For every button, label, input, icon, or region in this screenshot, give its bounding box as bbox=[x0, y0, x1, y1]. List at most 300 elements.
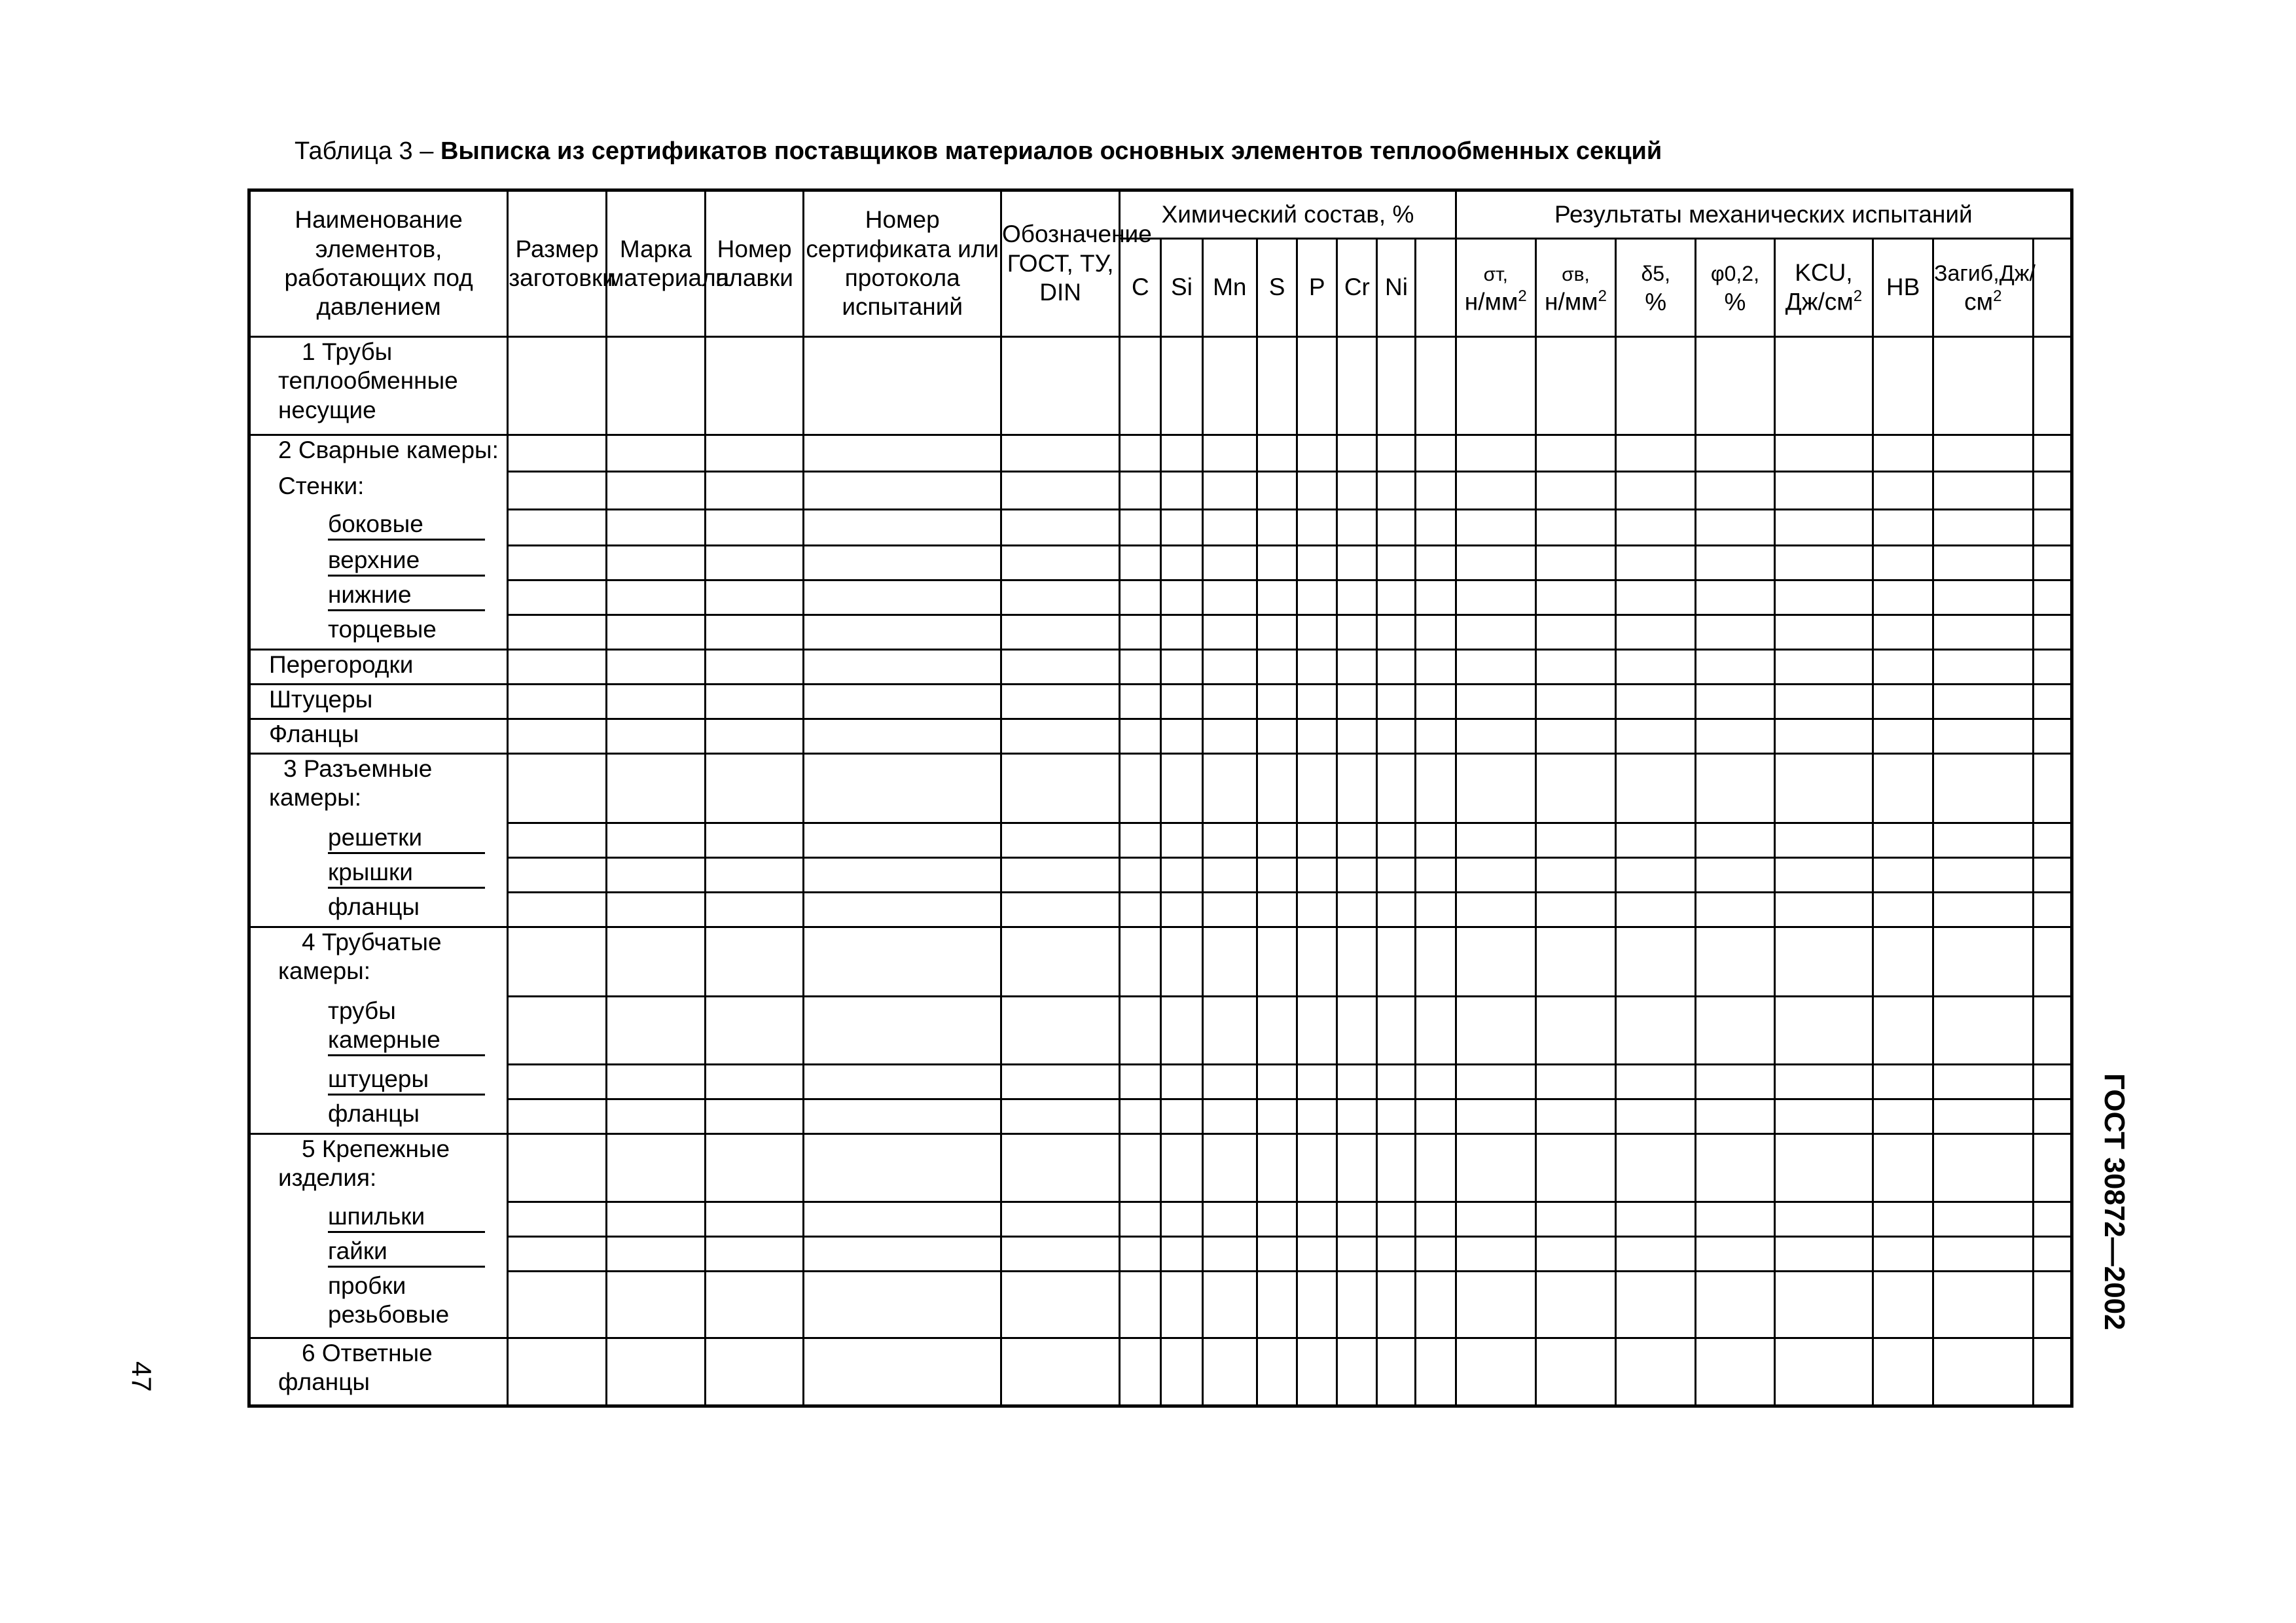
table-cell[interactable] bbox=[1696, 685, 1774, 719]
table-cell[interactable] bbox=[1696, 893, 1774, 927]
table-cell[interactable] bbox=[1696, 1134, 1774, 1202]
table-cell[interactable] bbox=[1297, 1272, 1337, 1338]
table-cell[interactable] bbox=[1161, 893, 1202, 927]
table-cell[interactable] bbox=[1696, 337, 1774, 435]
table-cell[interactable] bbox=[705, 893, 804, 927]
table-cell[interactable] bbox=[508, 823, 607, 858]
table-cell[interactable] bbox=[508, 1099, 607, 1134]
table-cell[interactable] bbox=[1535, 1202, 1615, 1237]
table-cell[interactable] bbox=[1535, 337, 1615, 435]
table-cell[interactable] bbox=[606, 1134, 705, 1202]
table-cell[interactable] bbox=[1337, 1272, 1377, 1338]
table-cell[interactable] bbox=[1774, 1134, 1873, 1202]
table-cell[interactable] bbox=[1696, 580, 1774, 615]
table-cell[interactable] bbox=[1297, 1134, 1337, 1202]
table-cell[interactable] bbox=[1696, 754, 1774, 823]
table-cell[interactable] bbox=[1535, 1065, 1615, 1099]
table-cell[interactable] bbox=[1001, 893, 1119, 927]
table-cell[interactable] bbox=[1377, 580, 1416, 615]
table-cell[interactable] bbox=[1873, 1065, 1933, 1099]
table-cell[interactable] bbox=[1120, 1202, 1161, 1237]
table-cell[interactable] bbox=[1416, 1065, 1456, 1099]
table-cell[interactable] bbox=[1535, 435, 1615, 472]
table-cell[interactable] bbox=[2033, 997, 2072, 1065]
table-cell[interactable] bbox=[1120, 435, 1161, 472]
table-cell[interactable] bbox=[1616, 1065, 1696, 1099]
table-cell[interactable] bbox=[1202, 1134, 1257, 1202]
table-cell[interactable] bbox=[1416, 1237, 1456, 1272]
table-cell[interactable] bbox=[1873, 650, 1933, 685]
table-cell[interactable] bbox=[1337, 893, 1377, 927]
table-cell[interactable] bbox=[1616, 823, 1696, 858]
table-cell[interactable] bbox=[1377, 754, 1416, 823]
table-cell[interactable] bbox=[1377, 1134, 1416, 1202]
table-cell[interactable] bbox=[2033, 1065, 2072, 1099]
table-cell[interactable] bbox=[1001, 1272, 1119, 1338]
table-cell[interactable] bbox=[705, 580, 804, 615]
table-cell[interactable] bbox=[1161, 997, 1202, 1065]
table-cell[interactable] bbox=[508, 510, 607, 546]
table-cell[interactable] bbox=[1297, 510, 1337, 546]
table-cell[interactable] bbox=[1337, 472, 1377, 510]
table-cell[interactable] bbox=[1001, 546, 1119, 580]
table-cell[interactable] bbox=[1120, 1134, 1161, 1202]
table-cell[interactable] bbox=[705, 1099, 804, 1134]
table-cell[interactable] bbox=[508, 435, 607, 472]
table-cell[interactable] bbox=[1416, 472, 1456, 510]
table-cell[interactable] bbox=[1257, 719, 1297, 754]
table-cell[interactable] bbox=[1202, 546, 1257, 580]
table-cell[interactable] bbox=[1297, 719, 1337, 754]
table-cell[interactable] bbox=[1120, 1099, 1161, 1134]
table-cell[interactable] bbox=[1774, 719, 1873, 754]
table-cell[interactable] bbox=[804, 893, 1001, 927]
table-cell[interactable] bbox=[1696, 858, 1774, 893]
table-cell[interactable] bbox=[1616, 580, 1696, 615]
table-cell[interactable] bbox=[804, 719, 1001, 754]
table-cell[interactable] bbox=[1456, 1338, 1535, 1406]
table-cell[interactable] bbox=[1416, 1134, 1456, 1202]
table-cell[interactable] bbox=[1161, 1338, 1202, 1406]
table-cell[interactable] bbox=[1297, 927, 1337, 997]
table-cell[interactable] bbox=[1337, 719, 1377, 754]
table-cell[interactable] bbox=[1416, 685, 1456, 719]
table-cell[interactable] bbox=[1202, 685, 1257, 719]
table-cell[interactable] bbox=[1161, 615, 1202, 650]
table-cell[interactable] bbox=[1696, 1272, 1774, 1338]
table-cell[interactable] bbox=[1001, 1338, 1119, 1406]
table-cell[interactable] bbox=[1377, 893, 1416, 927]
table-cell[interactable] bbox=[705, 1272, 804, 1338]
table-cell[interactable] bbox=[1696, 1202, 1774, 1237]
table-cell[interactable] bbox=[1161, 546, 1202, 580]
table-cell[interactable] bbox=[1377, 435, 1416, 472]
table-cell[interactable] bbox=[1696, 1237, 1774, 1272]
table-cell[interactable] bbox=[1337, 1134, 1377, 1202]
table-cell[interactable] bbox=[1535, 685, 1615, 719]
table-cell[interactable] bbox=[1001, 997, 1119, 1065]
table-cell[interactable] bbox=[1535, 650, 1615, 685]
table-cell[interactable] bbox=[1416, 1202, 1456, 1237]
table-cell[interactable] bbox=[2033, 858, 2072, 893]
table-cell[interactable] bbox=[1933, 1202, 2033, 1237]
table-cell[interactable] bbox=[1873, 893, 1933, 927]
table-cell[interactable] bbox=[1933, 435, 2033, 472]
table-cell[interactable] bbox=[1202, 435, 1257, 472]
table-cell[interactable] bbox=[1456, 858, 1535, 893]
table-cell[interactable] bbox=[1202, 893, 1257, 927]
table-cell[interactable] bbox=[1257, 997, 1297, 1065]
table-cell[interactable] bbox=[1933, 997, 2033, 1065]
table-cell[interactable] bbox=[1933, 927, 2033, 997]
table-cell[interactable] bbox=[508, 580, 607, 615]
table-cell[interactable] bbox=[1616, 997, 1696, 1065]
table-cell[interactable] bbox=[1774, 472, 1873, 510]
table-cell[interactable] bbox=[804, 1065, 1001, 1099]
table-cell[interactable] bbox=[606, 510, 705, 546]
table-cell[interactable] bbox=[1001, 1065, 1119, 1099]
table-cell[interactable] bbox=[2033, 927, 2072, 997]
table-cell[interactable] bbox=[1456, 337, 1535, 435]
table-cell[interactable] bbox=[1933, 719, 2033, 754]
table-cell[interactable] bbox=[1933, 1065, 2033, 1099]
table-cell[interactable] bbox=[1933, 893, 2033, 927]
table-cell[interactable] bbox=[1120, 858, 1161, 893]
table-cell[interactable] bbox=[1456, 823, 1535, 858]
table-cell[interactable] bbox=[1535, 927, 1615, 997]
table-cell[interactable] bbox=[1774, 893, 1873, 927]
table-cell[interactable] bbox=[1337, 615, 1377, 650]
table-cell[interactable] bbox=[1933, 580, 2033, 615]
table-cell[interactable] bbox=[1535, 546, 1615, 580]
table-cell[interactable] bbox=[606, 1272, 705, 1338]
table-cell[interactable] bbox=[1873, 546, 1933, 580]
table-cell[interactable] bbox=[1202, 719, 1257, 754]
table-cell[interactable] bbox=[1297, 754, 1337, 823]
table-cell[interactable] bbox=[1535, 858, 1615, 893]
table-cell[interactable] bbox=[1120, 719, 1161, 754]
table-cell[interactable] bbox=[1337, 685, 1377, 719]
table-cell[interactable] bbox=[1456, 997, 1535, 1065]
table-cell[interactable] bbox=[1377, 719, 1416, 754]
table-cell[interactable] bbox=[705, 685, 804, 719]
table-cell[interactable] bbox=[1416, 1338, 1456, 1406]
table-cell[interactable] bbox=[1774, 754, 1873, 823]
table-cell[interactable] bbox=[1933, 337, 2033, 435]
table-cell[interactable] bbox=[1696, 650, 1774, 685]
table-cell[interactable] bbox=[1257, 510, 1297, 546]
table-cell[interactable] bbox=[1257, 893, 1297, 927]
table-cell[interactable] bbox=[606, 1099, 705, 1134]
table-cell[interactable] bbox=[804, 997, 1001, 1065]
table-cell[interactable] bbox=[1297, 435, 1337, 472]
table-cell[interactable] bbox=[1161, 435, 1202, 472]
table-cell[interactable] bbox=[804, 1134, 1001, 1202]
table-cell[interactable] bbox=[804, 1272, 1001, 1338]
table-cell[interactable] bbox=[1257, 1065, 1297, 1099]
table-cell[interactable] bbox=[1202, 1202, 1257, 1237]
table-cell[interactable] bbox=[1616, 1338, 1696, 1406]
table-cell[interactable] bbox=[1616, 927, 1696, 997]
table-cell[interactable] bbox=[606, 858, 705, 893]
table-cell[interactable] bbox=[1933, 650, 2033, 685]
table-cell[interactable] bbox=[1696, 615, 1774, 650]
table-cell[interactable] bbox=[1873, 435, 1933, 472]
table-cell[interactable] bbox=[1377, 685, 1416, 719]
table-cell[interactable] bbox=[1873, 927, 1933, 997]
table-cell[interactable] bbox=[1297, 1099, 1337, 1134]
table-cell[interactable] bbox=[1202, 1237, 1257, 1272]
table-cell[interactable] bbox=[1161, 685, 1202, 719]
table-cell[interactable] bbox=[1001, 1099, 1119, 1134]
table-cell[interactable] bbox=[606, 1065, 705, 1099]
table-cell[interactable] bbox=[1257, 1272, 1297, 1338]
table-cell[interactable] bbox=[1774, 1099, 1873, 1134]
table-cell[interactable] bbox=[1933, 546, 2033, 580]
table-cell[interactable] bbox=[1257, 546, 1297, 580]
table-cell[interactable] bbox=[1161, 580, 1202, 615]
table-cell[interactable] bbox=[1161, 719, 1202, 754]
table-cell[interactable] bbox=[1377, 927, 1416, 997]
table-cell[interactable] bbox=[1202, 997, 1257, 1065]
table-cell[interactable] bbox=[705, 823, 804, 858]
table-cell[interactable] bbox=[804, 1202, 1001, 1237]
table-cell[interactable] bbox=[1535, 580, 1615, 615]
table-cell[interactable] bbox=[1416, 615, 1456, 650]
table-cell[interactable] bbox=[705, 650, 804, 685]
table-cell[interactable] bbox=[1161, 754, 1202, 823]
table-cell[interactable] bbox=[1001, 754, 1119, 823]
table-cell[interactable] bbox=[1257, 435, 1297, 472]
table-cell[interactable] bbox=[1873, 337, 1933, 435]
table-cell[interactable] bbox=[1001, 1134, 1119, 1202]
table-cell[interactable] bbox=[1001, 1237, 1119, 1272]
table-cell[interactable] bbox=[804, 823, 1001, 858]
table-cell[interactable] bbox=[804, 754, 1001, 823]
table-cell[interactable] bbox=[1696, 510, 1774, 546]
table-cell[interactable] bbox=[1120, 580, 1161, 615]
table-cell[interactable] bbox=[705, 472, 804, 510]
table-cell[interactable] bbox=[1001, 472, 1119, 510]
table-cell[interactable] bbox=[1535, 1134, 1615, 1202]
table-cell[interactable] bbox=[1873, 685, 1933, 719]
table-cell[interactable] bbox=[1696, 1065, 1774, 1099]
table-cell[interactable] bbox=[1616, 754, 1696, 823]
table-cell[interactable] bbox=[1257, 685, 1297, 719]
table-cell[interactable] bbox=[1873, 1134, 1933, 1202]
table-cell[interactable] bbox=[1202, 337, 1257, 435]
table-cell[interactable] bbox=[1337, 435, 1377, 472]
table-cell[interactable] bbox=[1377, 1099, 1416, 1134]
table-cell[interactable] bbox=[1337, 754, 1377, 823]
table-cell[interactable] bbox=[1297, 1202, 1337, 1237]
table-cell[interactable] bbox=[1161, 1272, 1202, 1338]
table-cell[interactable] bbox=[1257, 1202, 1297, 1237]
table-cell[interactable] bbox=[1337, 510, 1377, 546]
table-cell[interactable] bbox=[1616, 650, 1696, 685]
table-cell[interactable] bbox=[508, 546, 607, 580]
table-cell[interactable] bbox=[1297, 685, 1337, 719]
table-cell[interactable] bbox=[1616, 719, 1696, 754]
table-cell[interactable] bbox=[1001, 650, 1119, 685]
table-cell[interactable] bbox=[705, 1202, 804, 1237]
table-cell[interactable] bbox=[1120, 1338, 1161, 1406]
table-cell[interactable] bbox=[606, 1338, 705, 1406]
table-cell[interactable] bbox=[1120, 893, 1161, 927]
table-cell[interactable] bbox=[606, 927, 705, 997]
table-cell[interactable] bbox=[1456, 435, 1535, 472]
table-cell[interactable] bbox=[606, 1237, 705, 1272]
table-cell[interactable] bbox=[1257, 927, 1297, 997]
table-cell[interactable] bbox=[1873, 858, 1933, 893]
table-cell[interactable] bbox=[1161, 510, 1202, 546]
table-cell[interactable] bbox=[1257, 858, 1297, 893]
table-cell[interactable] bbox=[1377, 1272, 1416, 1338]
table-cell[interactable] bbox=[1696, 997, 1774, 1065]
table-cell[interactable] bbox=[606, 893, 705, 927]
table-cell[interactable] bbox=[606, 823, 705, 858]
table-cell[interactable] bbox=[1456, 1202, 1535, 1237]
table-cell[interactable] bbox=[1202, 650, 1257, 685]
table-cell[interactable] bbox=[1377, 650, 1416, 685]
table-cell[interactable] bbox=[1416, 997, 1456, 1065]
table-cell[interactable] bbox=[1933, 823, 2033, 858]
table-cell[interactable] bbox=[804, 858, 1001, 893]
table-cell[interactable] bbox=[705, 754, 804, 823]
table-cell[interactable] bbox=[1297, 997, 1337, 1065]
table-cell[interactable] bbox=[2033, 1272, 2072, 1338]
table-cell[interactable] bbox=[1377, 615, 1416, 650]
table-cell[interactable] bbox=[1456, 927, 1535, 997]
table-cell[interactable] bbox=[1873, 997, 1933, 1065]
table-cell[interactable] bbox=[1933, 1272, 2033, 1338]
table-cell[interactable] bbox=[1616, 615, 1696, 650]
table-cell[interactable] bbox=[1616, 1237, 1696, 1272]
table-cell[interactable] bbox=[508, 997, 607, 1065]
table-cell[interactable] bbox=[1001, 510, 1119, 546]
table-cell[interactable] bbox=[1456, 546, 1535, 580]
table-cell[interactable] bbox=[1416, 580, 1456, 615]
table-cell[interactable] bbox=[1337, 927, 1377, 997]
table-cell[interactable] bbox=[1161, 1099, 1202, 1134]
table-cell[interactable] bbox=[1377, 337, 1416, 435]
table-cell[interactable] bbox=[1297, 823, 1337, 858]
table-cell[interactable] bbox=[1120, 615, 1161, 650]
table-cell[interactable] bbox=[1616, 685, 1696, 719]
table-cell[interactable] bbox=[1416, 546, 1456, 580]
table-cell[interactable] bbox=[606, 685, 705, 719]
table-cell[interactable] bbox=[2033, 1134, 2072, 1202]
table-cell[interactable] bbox=[508, 858, 607, 893]
table-cell[interactable] bbox=[1297, 650, 1337, 685]
table-cell[interactable] bbox=[1377, 823, 1416, 858]
table-cell[interactable] bbox=[1377, 1202, 1416, 1237]
table-cell[interactable] bbox=[1535, 1338, 1615, 1406]
table-cell[interactable] bbox=[1161, 823, 1202, 858]
table-cell[interactable] bbox=[1456, 1065, 1535, 1099]
table-cell[interactable] bbox=[606, 337, 705, 435]
table-cell[interactable] bbox=[1873, 754, 1933, 823]
table-cell[interactable] bbox=[1535, 754, 1615, 823]
table-cell[interactable] bbox=[2033, 435, 2072, 472]
table-cell[interactable] bbox=[508, 615, 607, 650]
table-cell[interactable] bbox=[1456, 719, 1535, 754]
table-cell[interactable] bbox=[705, 997, 804, 1065]
table-cell[interactable] bbox=[1873, 615, 1933, 650]
table-cell[interactable] bbox=[705, 927, 804, 997]
table-cell[interactable] bbox=[1337, 1099, 1377, 1134]
table-cell[interactable] bbox=[1696, 435, 1774, 472]
table-cell[interactable] bbox=[1120, 927, 1161, 997]
table-cell[interactable] bbox=[1456, 1272, 1535, 1338]
table-cell[interactable] bbox=[804, 685, 1001, 719]
table-cell[interactable] bbox=[606, 754, 705, 823]
table-cell[interactable] bbox=[1774, 650, 1873, 685]
table-cell[interactable] bbox=[2033, 615, 2072, 650]
table-cell[interactable] bbox=[1001, 435, 1119, 472]
table-cell[interactable] bbox=[1257, 472, 1297, 510]
table-cell[interactable] bbox=[2033, 1099, 2072, 1134]
table-cell[interactable] bbox=[1377, 1237, 1416, 1272]
table-cell[interactable] bbox=[508, 893, 607, 927]
table-cell[interactable] bbox=[2033, 719, 2072, 754]
table-cell[interactable] bbox=[1416, 435, 1456, 472]
table-cell[interactable] bbox=[1202, 823, 1257, 858]
table-cell[interactable] bbox=[705, 435, 804, 472]
table-cell[interactable] bbox=[2033, 337, 2072, 435]
table-cell[interactable] bbox=[1416, 719, 1456, 754]
table-cell[interactable] bbox=[1202, 927, 1257, 997]
table-cell[interactable] bbox=[1161, 858, 1202, 893]
table-cell[interactable] bbox=[804, 337, 1001, 435]
table-cell[interactable] bbox=[1873, 1338, 1933, 1406]
table-cell[interactable] bbox=[1257, 1134, 1297, 1202]
table-cell[interactable] bbox=[1535, 893, 1615, 927]
table-cell[interactable] bbox=[1696, 546, 1774, 580]
table-cell[interactable] bbox=[1873, 1237, 1933, 1272]
table-cell[interactable] bbox=[1120, 472, 1161, 510]
table-cell[interactable] bbox=[1297, 858, 1337, 893]
table-cell[interactable] bbox=[1535, 1099, 1615, 1134]
table-cell[interactable] bbox=[606, 435, 705, 472]
table-cell[interactable] bbox=[705, 337, 804, 435]
table-cell[interactable] bbox=[1933, 1099, 2033, 1134]
table-cell[interactable] bbox=[705, 1134, 804, 1202]
table-cell[interactable] bbox=[2033, 510, 2072, 546]
table-cell[interactable] bbox=[1337, 823, 1377, 858]
table-cell[interactable] bbox=[1774, 1202, 1873, 1237]
table-cell[interactable] bbox=[1297, 1237, 1337, 1272]
table-cell[interactable] bbox=[1535, 510, 1615, 546]
table-cell[interactable] bbox=[1001, 337, 1119, 435]
table-cell[interactable] bbox=[1873, 472, 1933, 510]
table-cell[interactable] bbox=[1616, 472, 1696, 510]
table-cell[interactable] bbox=[1337, 650, 1377, 685]
table-cell[interactable] bbox=[1202, 1272, 1257, 1338]
table-cell[interactable] bbox=[1377, 472, 1416, 510]
table-cell[interactable] bbox=[804, 1338, 1001, 1406]
table-cell[interactable] bbox=[705, 858, 804, 893]
table-cell[interactable] bbox=[1456, 650, 1535, 685]
table-cell[interactable] bbox=[1616, 435, 1696, 472]
table-cell[interactable] bbox=[1774, 685, 1873, 719]
table-cell[interactable] bbox=[1416, 650, 1456, 685]
table-cell[interactable] bbox=[1257, 337, 1297, 435]
table-cell[interactable] bbox=[1120, 1272, 1161, 1338]
table-cell[interactable] bbox=[606, 997, 705, 1065]
table-cell[interactable] bbox=[1337, 997, 1377, 1065]
table-cell[interactable] bbox=[1297, 893, 1337, 927]
